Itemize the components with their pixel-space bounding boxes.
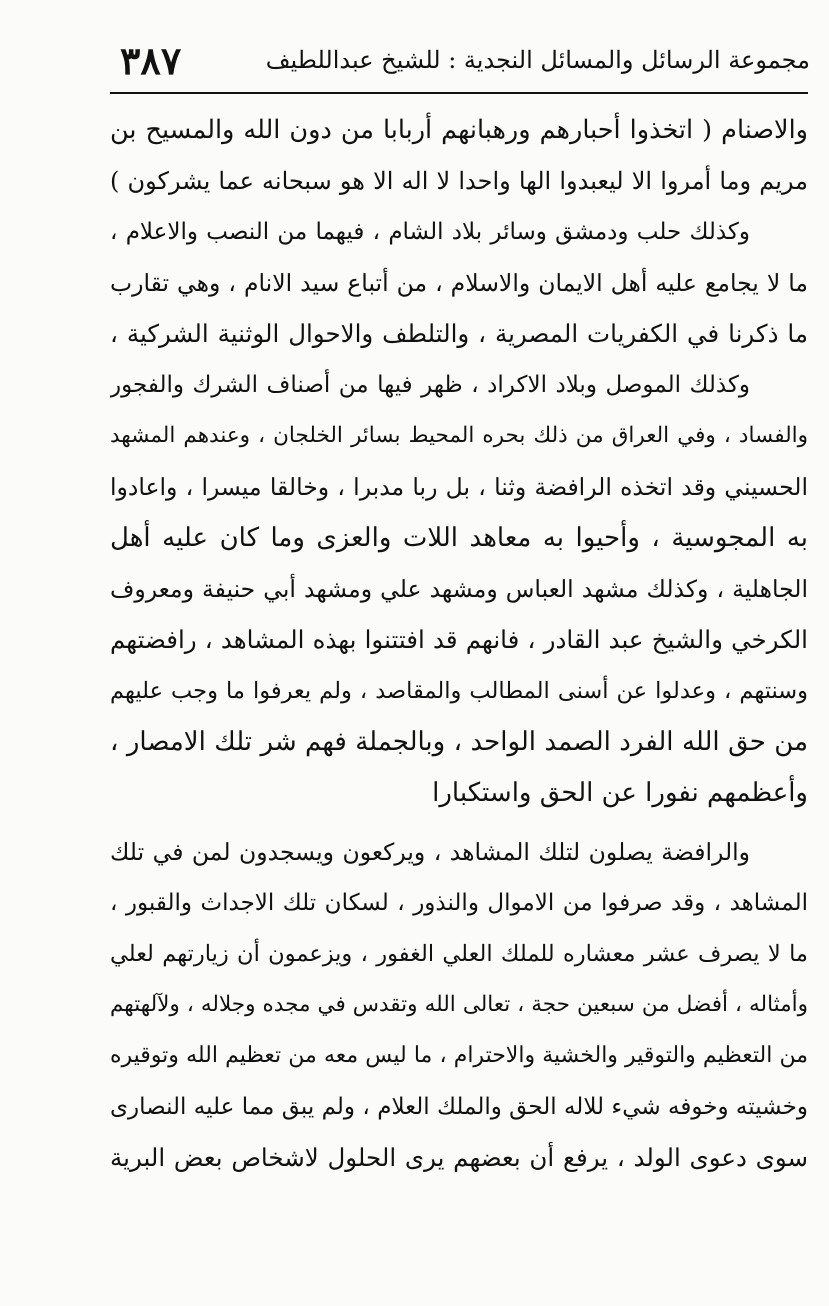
text-line: وخشيته وخوفه شيء للاله الحق والملك العلام ، ولم يبق مما عليه النصارى [110, 1094, 808, 1120]
text-line: الجاهلية ، وكذلك مشهد العباس ومشهد علي ومشهد أبي حنيفة ومعروف [110, 575, 808, 603]
text-line: من التعظيم والتوقير والخشية والاحترام ، ما ليس معه من تعظيم الله وتوقيره [110, 1043, 808, 1068]
text-line: مريم وما أمروا الا ليعبدوا الها واحدا لا اله الا هو سبحانه عما يشركون ) [110, 167, 808, 195]
text-line: من حق الله الفرد الصمد الواحد ، وبالجملة فهم شر تلك الامصار ، [110, 727, 808, 757]
text-line: الحسيني وقد اتخذه الرافضة وثنا ، بل ربا مدبرا ، وخالقا ميسرا ، واعادوا [110, 473, 808, 501]
text-line: وسنتهم ، وعدلوا عن أسنى المطالب والمقاصد ، ولم يعرفوا ما وجب عليهم [110, 678, 808, 704]
text-line: ما لا يجامع عليه أهل الايمان والاسلام ، من أتباع سيد الانام ، وهي تقارب [110, 269, 808, 297]
text-line: المشاهد ، وقد صرفوا من الاموال والنذور ، لسكان تلك الاجداث والقبور ، [110, 890, 808, 916]
text-line: سوى دعوى الولد ، يرفع أن بعضهم يرى الحلول لاشخاص بعض البرية [110, 1143, 808, 1172]
page-number: ٣٨٧ [120, 38, 182, 83]
text-line: وكذلك الموصل وبلاد الاكراد ، ظهر فيها من أصناف الشرك والفجور [110, 372, 750, 398]
text-line: والاصنام ( اتخذوا أحبارهم ورهبانهم أربابا من دون الله والمسيح بن [110, 115, 808, 145]
header-title: مجموعة الرسائل والمسائل النجدية : للشيخ عبداللطيف [265, 46, 810, 74]
text-line: والرافضة يصلون لتلك المشاهد ، ويركعون ويسجدون لمن في تلك [110, 838, 750, 866]
text-line: وكذلك حلب ودمشق وسائر بلاد الشام ، فيهما من النصب والاعلام ، [110, 219, 750, 245]
text-line: به المجوسية ، وأحيوا به معاهد اللات والعزى وما كان عليه أهل [110, 523, 808, 553]
text-line: وأعظمهم نفورا عن الحق واستكبارا [432, 778, 808, 808]
text-line: الكرخي والشيخ عبد القادر ، فانهم قد افتتنوا بهذه المشاهد ، رافضتهم [110, 625, 808, 654]
running-header [110, 38, 810, 86]
text-line: والفساد ، وفي العراق من ذلك بحره المحيط بسائر الخلجان ، وعندهم المشهد [110, 423, 808, 448]
text-line: ما لا يصرف عشر معشاره للملك العلي الغفور ، ويزعمون أن زيارتهم لعلي [110, 941, 808, 967]
text-line: ما ذكرنا في الكفريات المصرية ، والتلطف والاحوال الوثنية الشركية ، [110, 319, 808, 348]
header-divider [110, 92, 808, 94]
text-line: وأمثاله ، أفضل من سبعين حجة ، تعالى الله وتقدس في مجده وجلاله ، ولآلهتهم [110, 992, 808, 1017]
